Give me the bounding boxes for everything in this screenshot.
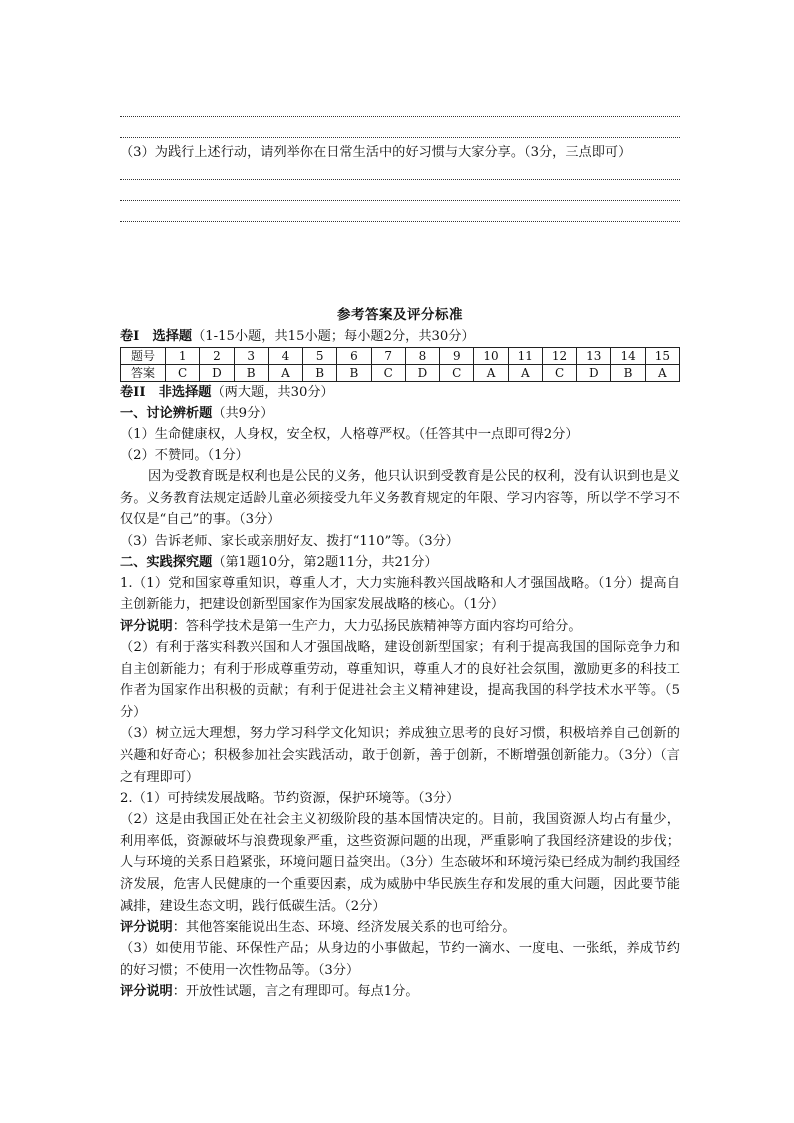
table-cell: 15	[645, 348, 679, 365]
note-label: 评分说明	[120, 618, 173, 634]
table-cell: 10	[474, 348, 508, 365]
s1-answer-3: （3）告诉老师、家长或亲朋好友、拨打“110”等。（3分）	[120, 533, 459, 549]
s1-answer-1: （1）生命健康权，人身权，安全权，人格尊严权。（任答其中一点即可得2分）	[120, 427, 579, 442]
document-page	[120, 0, 680, 1002]
table-cell: A	[645, 365, 679, 382]
part1-desc: （1-15小题，共15小题；每小题2分，共30分）	[192, 329, 475, 344]
part2-label: 卷II 非选择题	[120, 385, 212, 400]
table-cell: 2	[200, 348, 234, 365]
table-cell: 7	[371, 348, 405, 365]
q2-note-2	[120, 981, 680, 1002]
table-cell: 13	[577, 348, 611, 365]
table-cell: 9	[440, 348, 474, 365]
row-header-answer: 答案	[121, 365, 166, 382]
q1-answer-2: （2）有利于落实科教兴国和人才强国战略，建设创新型国家；有利于提高我国的国际竞争力和自主创新能力；有利于形成尊重劳动，尊重知识，尊重人才的良好社会氛围，激励更多的科技工作者为国家作出积极的贡献；有利于促进社会主义精神建设，提高我国的科学技术水平等。（5分）	[120, 639, 680, 720]
table-cell: B	[234, 365, 268, 382]
table-cell: B	[611, 365, 645, 382]
table-cell: A	[268, 365, 302, 382]
table-cell: C	[542, 365, 576, 382]
table-cell: C	[166, 365, 200, 382]
note-text: ：答科学技术是第一生产力，大力弘扬民族精神等方面内容均可给分。	[172, 618, 582, 634]
section1-desc: （共9分）	[212, 406, 274, 421]
table-cell: B	[337, 365, 371, 382]
table-cell: 4	[268, 348, 302, 365]
table-cell: 12	[542, 348, 576, 365]
q2-answer-3: （3）如使用节能、环保性产品；从身边的小事做起，节约一滴水、一度电、一张纸，养成节约的好习惯；不使用一次性物品等。（3分）	[120, 941, 680, 978]
section2-label: 二、实践探究题	[120, 554, 213, 570]
table-cell: 8	[405, 348, 439, 365]
answers-title: 参考答案及评分标准	[337, 307, 463, 323]
table-cell: D	[405, 365, 439, 382]
table-cell: 1	[166, 348, 200, 365]
section2-desc: （第1题10分，第2题11分，共21分）	[212, 554, 438, 570]
table-cell: 11	[508, 348, 542, 365]
table-cell: C	[440, 365, 474, 382]
table-cell: C	[371, 365, 405, 382]
section2-heading	[120, 552, 680, 573]
table-cell: 5	[303, 348, 337, 365]
note-label: 评分说明	[120, 984, 173, 1000]
table-cell: 3	[234, 348, 268, 365]
q1-answer-1: 1.（1）党和国家尊重知识，尊重人才，大力实施科教兴国战略和人才强国战略。（1分）提高自主创新能力，把建设创新型国家作为国家发展战略的核心。（1分）	[120, 575, 680, 613]
row-header-number: 题号	[121, 348, 166, 365]
q2-note	[120, 917, 680, 938]
q2-answer-1: 2.（1）可持续发展战略。节约资源，保护环境等。（3分）	[120, 791, 460, 807]
q1-answer-3: （3）树立远大理想，努力学习科学文化知识；养成独立思考的良好习惯，积极培养自己创新的兴趣和好奇心；积极参加社会实践活动，敢于创新，善于创新，不断增强创新能力。（3分）（言之有理即可）	[120, 726, 680, 785]
question-3-prompt: （3）为践行上述行动，请列举你在日常生活中的好习惯与大家分享。（3分，三点即可）	[120, 145, 632, 160]
section1-heading	[120, 403, 680, 424]
table-row	[121, 348, 680, 365]
note-text: ：开放性试题，言之有理即可。每点1分。	[172, 984, 419, 1000]
part2-heading	[120, 382, 680, 403]
s1-answer-2-body: 因为受教育既是权利也是公民的义务，他只认识到受教育是公民的权利，没有认识到也是义务。义务教育法规定适龄儿童必须接受九年义务教育规定的年限、学习内容等，所以学不学习不仅仅是“自己”的事。（3分）	[120, 469, 680, 528]
table-cell: B	[303, 365, 337, 382]
note-label: 评分说明	[120, 920, 173, 936]
answer-line	[120, 137, 680, 138]
s1-answer-2: （2）不赞同。（1分）	[120, 448, 249, 463]
section1-label: 一、讨论辨析题	[120, 406, 213, 421]
answer-key-table	[120, 347, 680, 382]
q1-note	[120, 616, 680, 637]
table-row	[121, 365, 680, 382]
part1-label: 卷I 选择题	[120, 329, 193, 344]
table-cell: D	[200, 365, 234, 382]
part2-desc: （两大题，共30分）	[211, 385, 334, 400]
part1-heading	[120, 326, 680, 347]
table-cell: 6	[337, 348, 371, 365]
q2-answer-2: （2）这是由我国正处在社会主义初级阶段的基本国情决定的。目前，我国资源人均占有量少，利用率低，资源破坏与浪费现象严重，这些资源问题的出现，严重影响了我国经济建设的步伐；人与环境的关系日趋紧张，环境问题日益突出。（3分）生态破坏和环境污染已经成为制约我国经济发展，危害人民健康的一个重要因素，成为威胁中华民族生存和发展的重大问题，因此要节能减排，建设生态文明，践行低碳生活。（2分）	[120, 812, 680, 914]
table-cell: A	[474, 365, 508, 382]
note-text: ：其他答案能说出生态、环境、经济发展关系的也可给分。	[172, 920, 516, 936]
table-cell: D	[577, 365, 611, 382]
table-cell: A	[508, 365, 542, 382]
table-cell: 14	[611, 348, 645, 365]
